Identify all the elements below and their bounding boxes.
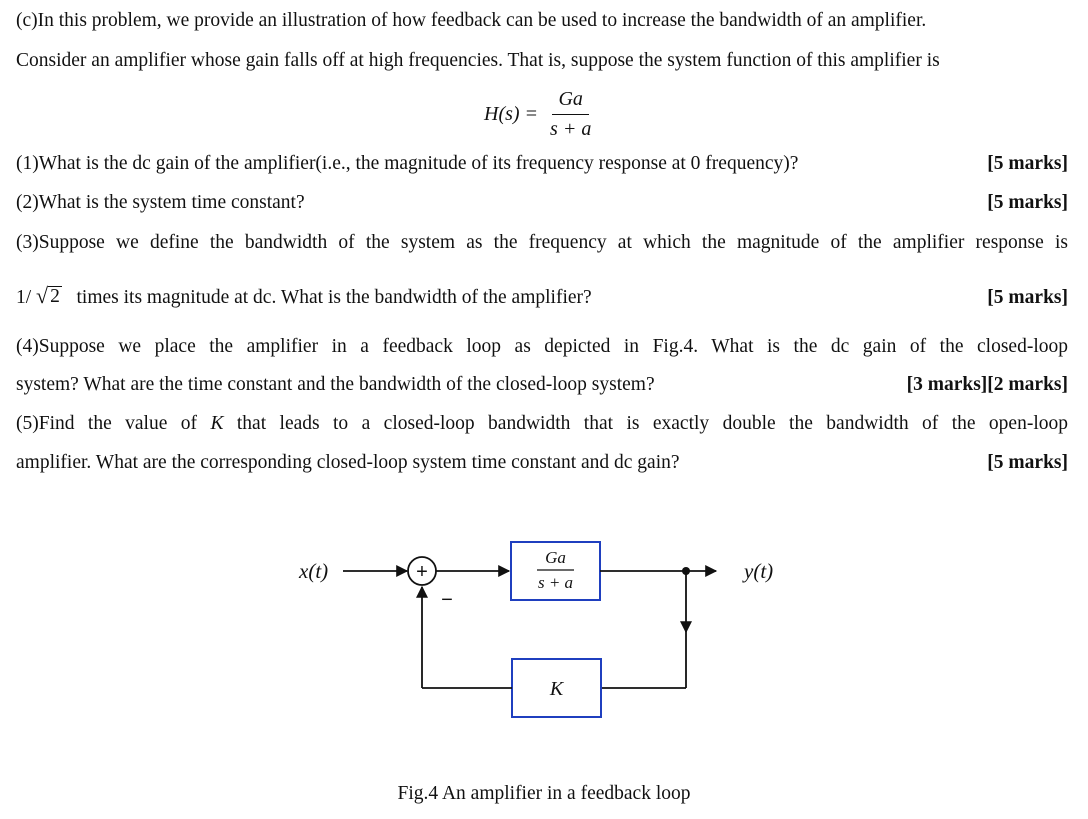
formula-lhs: H(s) =: [484, 102, 539, 125]
question-3-line-2-body: times its magnitude at dc. What is the bandwidth of the amplifier?: [76, 287, 592, 308]
ratio-prefix: 1/: [16, 287, 32, 308]
formula-numerator: Ga: [552, 88, 588, 115]
question-1-marks: [5 marks]: [987, 153, 1068, 174]
feedback-minus-sign: −: [441, 589, 453, 611]
figure-caption: Fig.4 An amplifier in a feedback loop: [397, 783, 691, 804]
question-4-line-2-text: system? What are the time constant and the bandwidth of the closed-loop system?: [16, 374, 655, 395]
radical-sign: √: [36, 283, 49, 308]
question-4-line-1: (4)Suppose we place the amplifier in a feedback loop as depicted in Fig.4. What is the dc gain of the closed-loop: [16, 336, 1068, 357]
formula-denominator: s + a: [550, 117, 592, 140]
amplifier-block-numerator: Ga: [545, 548, 566, 567]
q5-k-symbol: K: [210, 413, 224, 434]
q5-part-a: (5)Find the value of: [16, 413, 211, 434]
question-1-text: (1)What is the dc gain of the amplifier(i.e., the magnitude of its frequency response at 0 frequency)?: [16, 153, 799, 174]
intro-line-1: (c)In this problem, we provide an illustration of how feedback can be used to increase the bandwidth of an amplifier.: [16, 10, 927, 31]
intro-line-2: Consider an amplifier whose gain falls off at high frequencies. That is, suppose the system function of this amplifier is: [16, 50, 940, 71]
feedback-gain-label: K: [549, 678, 564, 700]
sqrt-argument: 2: [50, 286, 60, 307]
question-4-marks: [3 marks][2 marks]: [906, 374, 1068, 395]
input-label: x(t): [299, 559, 329, 583]
sum-plus-sign: +: [416, 561, 428, 583]
question-2-marks: [5 marks]: [987, 192, 1068, 213]
question-3-marks: [5 marks]: [987, 287, 1068, 308]
question-5-marks: [5 marks]: [987, 452, 1068, 473]
q5-part-b: that leads to a closed-loop bandwidth that is exactly double the bandwidth of the open-loop: [223, 413, 1068, 434]
amplifier-block-denominator: s + a: [537, 573, 574, 592]
question-3-line-1: (3)Suppose we define the bandwidth of the system as the frequency at which the magnitude of the amplifier response is: [16, 232, 1068, 253]
output-label: y(t): [744, 559, 774, 583]
question-5-line-2-text: amplifier. What are the corresponding closed-loop system time constant and dc gain?: [16, 452, 680, 473]
question-2-text: (2)What is the system time constant?: [16, 192, 305, 213]
